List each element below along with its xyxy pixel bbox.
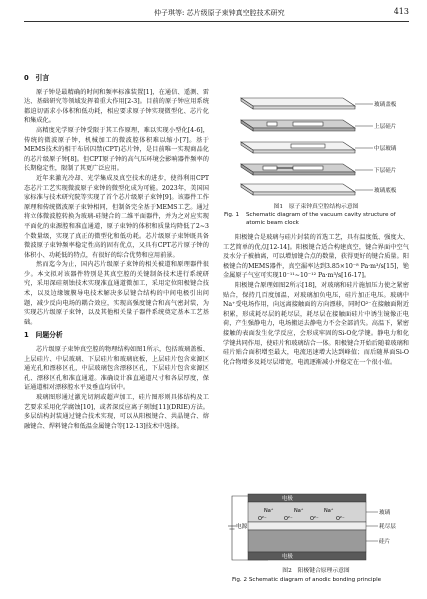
- fig2-bottom-electrode-label: 电极: [282, 554, 293, 560]
- fig2-right-label: 耗尽层: [379, 524, 396, 530]
- figure-1-caption-en-label: Fig. 1: [224, 212, 240, 218]
- fig2-top-electrode-label: 电极: [282, 496, 293, 502]
- figure-1-caption-cn: 图1 原子束钟真空腔结构示意图: [273, 204, 359, 210]
- figure-1-caption-en-text: Schematic diagram of the vacuum cavity structure of atomic beam clock: [246, 212, 396, 226]
- fig2-o-ion: O²⁻: [284, 516, 293, 522]
- right-column: [223, 233, 409, 367]
- fig2-power-label: 电源: [236, 524, 248, 530]
- paragraph: 阳极键合是玻璃与硅片封装的首选工艺，具有温度低、强度大、工艺简单的优点[12-14]。阳极键合适合构建真空，键合界面中空气及水分子被抽离，可以增加键合点的数量，获得更好的键合质量。阳极键合的MEMS器件，真空漏率达到3.85×10⁻⁸ Pa·m³/s[15]，铯金属原子气室可实现10⁻¹¹~10⁻¹² Pa·m³/s[16-17]。: [223, 234, 409, 280]
- fig2-right-label: 硅片: [379, 539, 391, 545]
- section-heading-intro: 0 引言: [24, 74, 50, 82]
- figure-2-diagram: [228, 492, 408, 564]
- header-rule: [24, 21, 409, 22]
- paragraph: 然而迄今为止，国内芯片级原子束钟的相关被道和原理器件很少。本文拟对该器件特别是其真空腔的关键制备技术进行系统研究，采用深硅刻蚀技术实现准直通道微加工，采用定位阳极键合技术，以及边缘镀膜导电技术解决多层键合结构的中间电极引出问题，减少反向电场的耦合效应，实现高强度键合和高气密封装，为实现芯片级原子束钟，以及其他相关量子器件系统奠定基本工艺基础。: [24, 261, 209, 326]
- figure-2-caption-en: [232, 577, 412, 585]
- fig2-na-ion: Na⁺: [264, 508, 274, 514]
- figure-2-caption-en-label: Fig. 2: [232, 577, 248, 583]
- fig2-na-ion: Na⁺: [294, 508, 304, 514]
- figure-1-diagram: [223, 92, 409, 200]
- fig1-label: 玻璃盖板: [374, 102, 397, 108]
- figure-2-caption-cn: 图2 阳极键合原理示意图: [282, 568, 350, 574]
- paragraph: 近年来激光冷却、光学集成及真空技术的进步，使得利用CPT态芯片工艺实现微波原子束钟的微型化成为可能。2023年，美国国家标准与技术研究院等实现了首个芯片级原子束钟[9]。该器件工作原理和传统微波原子束钟相同，但制备完全基于MEMS工艺。通过将立体微波腔转换为玻璃-硅键合的二维平面器件，并为之对应实现平面化的束源腔和准直通道，原子束钟的体积和质量均降低了2~3个数量级，实现了真正的微型化和低功耗。芯片级原子束钟既具备微波原子束钟频率稳定性高的固有优点，又具有CPT芯片原子钟的体积小、功耗低的特点，有很好的综合优势和应用前景。: [24, 174, 209, 259]
- fig1-label: 玻璃底板: [374, 188, 397, 194]
- fig2-o-ion: O²⁻: [258, 516, 267, 522]
- fig2-o-ion: O²⁻: [310, 516, 319, 522]
- paragraph: 玻璃图形通过激光切割或超声加工，硅片图形则具体结构及工艺要求采用化学腐蚀[10]，或者深反应离子刻蚀[11](DRIE)方法。多层结构封装通过键合技术实现，可以从阳极键合、共晶键合、熔融键合、焊料键合和低温金属键合等[12-13]技术中选择。: [24, 394, 209, 430]
- running-title: 仲子琪等: 芯片级原子束钟真空腔技术研究: [154, 9, 285, 17]
- fig1-label: 上层硅片: [374, 124, 397, 130]
- fig2-right-label: 玻璃: [379, 510, 391, 516]
- fig1-label: 下层硅片: [374, 168, 397, 174]
- fig2-o-ion: O²⁻: [336, 516, 345, 522]
- page-number: 413: [393, 7, 409, 16]
- figure-1-caption-en: [224, 212, 412, 227]
- paragraph: 原子钟是最精确的时间和频率标准装置[1]，在通信、遥测、雷达、基础研究等领域发挥着重大作用[2-3]。目前的原子钟应用系统都迫切需求小体积和低功耗，相应要求原子钟实现微型化、芯片化和集成化。: [24, 88, 209, 125]
- paragraph: 高精度光学原子钟受限于其工作原理，难以实现小型化[4-6]，传统的微波原子钟，机械加工的微波腔体积难以缩小[7]。基于MEMS技术的相干布居囚禁(CPT)芯片钟，是目前唯一实现商品化的芯片级原子钟[8]。但CPT原子钟的高气压环境会影响器件频率的长期稳定性，限制了其更广泛应用。: [24, 126, 209, 173]
- fig1-label: 中层玻璃: [374, 146, 397, 152]
- fig2-na-ion: Na⁺: [324, 508, 334, 514]
- left-column: [24, 70, 209, 431]
- paragraph: 芯片级原子束钟真空腔的物理结构如图1所示，包括玻璃盖板、上层硅片、中层玻璃、下层硅片和玻璃底板，上层硅片包含束源区通光孔和漂移区孔，中层玻璃包含漂移区孔，下层硅片包含束源区孔、漂移区孔和准直通道。准确设计准直通道尺寸和各层厚度，保证通道相对漂移腔水平及垂直均居中。: [24, 346, 209, 392]
- paragraph: 阳极键合原理如图2所示[18]，对玻璃和硅片施加压力使之紧密贴合，保持几百度加温，对玻璃加负电压，硅片加正电压。玻璃中Na⁺受电场作用，向远离接触面的方向漂移，同时O²⁻在接触面附近积累，形成耗尽层的耗尽层，耗尽层在接触面硅片中诱生镜像正电荷，产生强静电力，电场搬运去静电力不会全部消失。高温下，紧密接触的表面发生化学反应，会形成牢固的Si-O化学键。静电力和化学键共同作用，使硅片和玻璃结合一体。阳极键合开始后随着玻璃和硅片贴合面积增至最大，电流迅速增大达到峰值；而后随界面Si-O化合物增多及耗尽层增宽，电流逐渐减小并稳定在一个很小值。: [223, 281, 409, 366]
- section-heading-problem: 1 问题分析: [24, 331, 63, 340]
- running-header: [24, 6, 409, 20]
- figure-2-caption-en-text: Schematic diagram of anodic bonding principle: [248, 577, 382, 583]
